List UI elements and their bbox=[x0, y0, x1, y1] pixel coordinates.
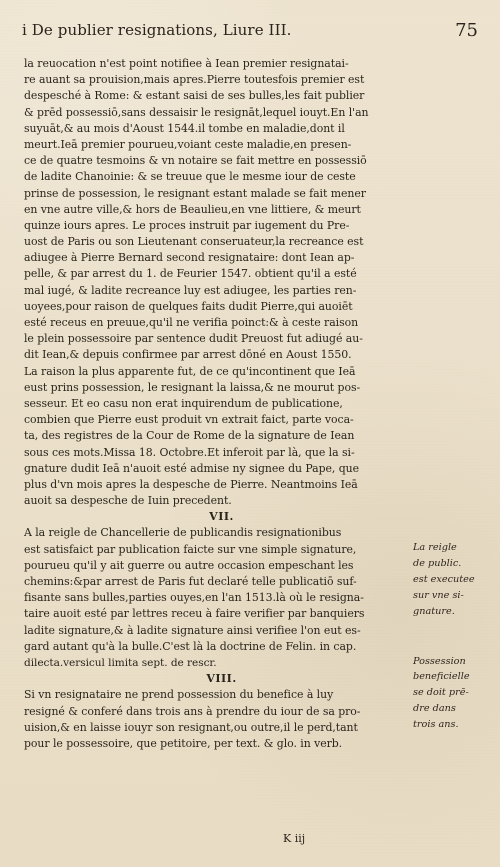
text-line: gnature dudit Ieā n'auoit esté admise ny signee du Pape, que bbox=[24, 461, 360, 475]
text-line: eust prins possession, le resignant la laissa,& ne mourut pos- bbox=[24, 380, 361, 394]
text-line: pour le possessoire, que petitoire, per text. & glo. in verb. bbox=[24, 736, 343, 750]
margin-note-block bbox=[413, 540, 485, 620]
running-title: i De publier resignations, Liure III. bbox=[22, 21, 292, 39]
margin-note-line: beneficielle bbox=[413, 671, 470, 683]
margin-note-line: trois ans. bbox=[413, 719, 459, 731]
text-line: meurt.Ieā premier pourueu,voiant ceste maladie,en presen- bbox=[24, 137, 352, 151]
text-line: plus d'vn mois apres la despesche de Pierre. Neantmoins Ieā bbox=[24, 477, 358, 491]
text-line: pourueu qu'il y ait guerre ou autre occasion empeschant les bbox=[24, 558, 354, 572]
text-line: mal iugé, & ladite recreance luy est adiugee, les parties ren- bbox=[24, 283, 357, 297]
text-line: & prēd possessiō,sans dessaisir le resignāt,lequel iouyt.En l'an bbox=[24, 105, 369, 119]
margin-note-line: Possession bbox=[413, 655, 466, 667]
text-line: uoyees,pour raison de quelques faits dudit Pierre,qui auoiēt bbox=[24, 299, 353, 313]
text-line: le plein possessoire par sentence dudit Preuost fut adiugé au- bbox=[24, 332, 363, 346]
section-heading-vii: VII. bbox=[209, 510, 234, 524]
text-line: uost de Paris ou son Lieutenant conseruateur,la recreance est bbox=[24, 235, 364, 249]
text-line: resigné & conferé dans trois ans à prendre du iour de sa pro- bbox=[24, 704, 361, 718]
text-line: prinse de possession, le resignant estant malade se fait mener bbox=[24, 186, 366, 200]
margin-note-line: dre dans bbox=[413, 703, 456, 715]
text-line: gard autant qu'à la bulle.C'est là la doctrine de Felin. in cap. bbox=[24, 639, 357, 653]
text-line: adiugee à Pierre Bernard second resignataire: dont Iean ap- bbox=[24, 251, 355, 265]
margin-note-line: se doit prē- bbox=[413, 687, 469, 699]
text-line: suyuāt,& au mois d'Aoust 1544.il tombe en maladie,dont il bbox=[24, 121, 345, 135]
page-header bbox=[22, 20, 478, 51]
text-line: taire auoit esté par lettres receu à faire verifier par banquiers bbox=[24, 607, 365, 621]
page-number: 75 bbox=[455, 20, 478, 41]
text-line: auoit sa despesche de Iuin precedent. bbox=[24, 494, 232, 508]
text-line: sous ces mots.Missa 18. Octobre.Et inferoit par là, que la si- bbox=[24, 445, 355, 459]
text-line: A la reigle de Chancellerie de publicandis resignationibus bbox=[24, 526, 342, 540]
text-line: ce de quatre tesmoins & vn notaire se fait mettre en possessiō bbox=[24, 154, 367, 168]
text-line: re auant sa prouision,mais apres.Pierre toutesfois premier est bbox=[24, 73, 365, 87]
text-line: La raison la plus apparente fut, de ce qu'incontinent que Ieā bbox=[24, 364, 356, 378]
text-line: chemins:&par arrest de Paris fut declaré telle publicatiō suf- bbox=[24, 575, 357, 588]
text-line: uision,& en laisse iouyr son resignant,ou outre,il le perd,tant bbox=[24, 720, 358, 734]
text-line: de ladite Chanoinie: & se treuue que le mesme iour de ceste bbox=[24, 170, 356, 184]
text-line: dilecta.versicul limita sept. de rescr. bbox=[24, 656, 217, 669]
text-line: quinze iours apres. Le proces instruit par iugement du Pre- bbox=[24, 218, 350, 232]
margin-note-line: de public. bbox=[413, 557, 462, 569]
text-line: la reuocation n'est point notifiee à Iean premier resignatai- bbox=[24, 57, 349, 70]
margin-note-line: La reigle bbox=[413, 542, 457, 553]
margin-note-line: sur vne si- bbox=[413, 589, 464, 601]
section-heading-viii: VIII. bbox=[206, 672, 237, 686]
text-line: en vne autre ville,& hors de Beaulieu,en vne littiere, & meurt bbox=[24, 202, 361, 216]
text-line: sesseur. Et eo casu non erat inquirendum de publicatione, bbox=[24, 396, 343, 410]
margin-notes bbox=[413, 540, 485, 767]
text-line: despesché à Rome: & estant saisi de ses bulles,les fait publier bbox=[24, 89, 365, 103]
margin-note-block bbox=[413, 654, 485, 734]
text-line: ta, des registres de la Cour de Rome de la signature de Iean bbox=[24, 429, 355, 443]
text-line: fisante sans bulles,parties ouyes,en l'an 1513.là où le resigna- bbox=[24, 591, 364, 605]
text-line: pelle, & par arrest du 1. de Feurier 1547. obtient qu'il a esté bbox=[24, 267, 357, 281]
text-line: combien que Pierre eust produit vn extrait faict, parte voca- bbox=[24, 413, 354, 427]
margin-note-line: gnature. bbox=[413, 605, 455, 617]
text-line: Si vn resignataire ne prend possession du benefice à luy bbox=[24, 688, 334, 702]
main-text-block bbox=[24, 56, 394, 752]
text-line: esté receus en preuue,qu'il ne verifia poinct:& à ceste raison bbox=[24, 316, 359, 329]
text-line: dit Iean,& depuis confirmee par arrest dōné en Aoust 1550. bbox=[24, 348, 352, 362]
signature-mark: K iij bbox=[283, 832, 306, 845]
margin-note-line: est executee bbox=[413, 573, 475, 585]
text-line: est satisfaict par publication faicte sur vne simple signature, bbox=[24, 542, 357, 556]
text-line: ladite signature,& à ladite signature ainsi verifiee l'on eut es- bbox=[24, 623, 361, 637]
